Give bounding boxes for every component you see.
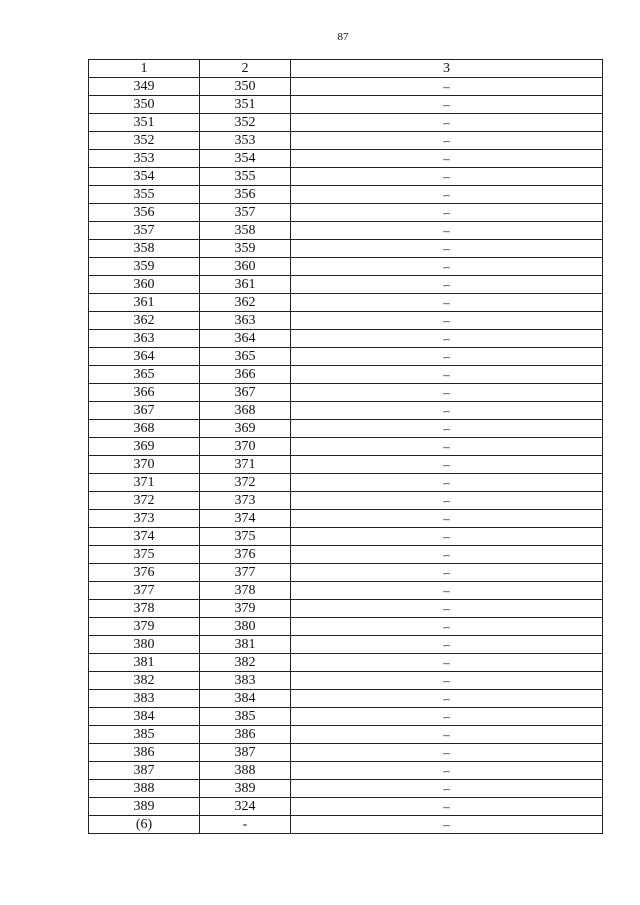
table-cell-col-1: 378 [89, 600, 200, 618]
table-cell-col-1: 361 [89, 294, 200, 312]
table-row [89, 366, 603, 384]
table-cell-col-3: – [291, 222, 603, 240]
table-row [89, 294, 603, 312]
table-cell-col-3: – [291, 780, 603, 798]
table-cell-col-1: 350 [89, 96, 200, 114]
table-cell-col-3: – [291, 798, 603, 816]
table-cell-col-2: 369 [200, 420, 291, 438]
table-cell-col-2: 377 [200, 564, 291, 582]
table-cell-col-3: – [291, 348, 603, 366]
table-cell-col-2: 374 [200, 510, 291, 528]
table-cell-col-3: – [291, 312, 603, 330]
table-cell-col-1: 374 [89, 528, 200, 546]
table-cell-col-2: 354 [200, 150, 291, 168]
table-cell-col-3: – [291, 168, 603, 186]
table-cell-col-2: 371 [200, 456, 291, 474]
table-row [89, 564, 603, 582]
table-cell-col-3: – [291, 294, 603, 312]
table-cell-col-2: 355 [200, 168, 291, 186]
table-cell-col-1: 366 [89, 384, 200, 402]
table-cell-col-3: – [291, 762, 603, 780]
table-cell-col-3: – [291, 564, 603, 582]
table-row [89, 816, 603, 834]
table-cell-col-3: – [291, 582, 603, 600]
table-row [89, 510, 603, 528]
table-cell-col-2: 350 [200, 78, 291, 96]
table-cell-col-1: 364 [89, 348, 200, 366]
table-cell-col-2: 364 [200, 330, 291, 348]
table-cell-col-1: 351 [89, 114, 200, 132]
table-cell-col-1: 388 [89, 780, 200, 798]
table-cell-col-1: 356 [89, 204, 200, 222]
page-number: 87 [337, 31, 349, 43]
column-header-2: 2 [200, 60, 291, 78]
table-row [89, 726, 603, 744]
table-cell-col-1: 357 [89, 222, 200, 240]
table-cell-col-2: 380 [200, 618, 291, 636]
table-cell-col-2: 356 [200, 186, 291, 204]
table-cell-col-3: – [291, 600, 603, 618]
table-row [89, 582, 603, 600]
table-row [89, 636, 603, 654]
table-cell-col-2: 324 [200, 798, 291, 816]
table-cell-col-3: – [291, 744, 603, 762]
table-cell-col-1: 367 [89, 402, 200, 420]
table-cell-col-2: 388 [200, 762, 291, 780]
table-cell-col-1: 369 [89, 438, 200, 456]
table-cell-col-3: – [291, 726, 603, 744]
table-cell-col-3: – [291, 672, 603, 690]
table-cell-col-1: 383 [89, 690, 200, 708]
table-cell-col-3: – [291, 474, 603, 492]
table-cell-col-1: 370 [89, 456, 200, 474]
table-cell-col-3: – [291, 636, 603, 654]
table-row [89, 384, 603, 402]
table-cell-col-3: – [291, 402, 603, 420]
table-cell-col-3: – [291, 528, 603, 546]
table-cell-col-3: – [291, 510, 603, 528]
table-row [89, 96, 603, 114]
table-cell-col-3: – [291, 456, 603, 474]
table-cell-col-3: – [291, 150, 603, 168]
table-cell-col-1: 355 [89, 186, 200, 204]
table-cell-col-2: 375 [200, 528, 291, 546]
table-row [89, 798, 603, 816]
table-row [89, 132, 603, 150]
table-row [89, 330, 603, 348]
table-row [89, 78, 603, 96]
table-cell-col-1: 376 [89, 564, 200, 582]
table-cell-col-2: 365 [200, 348, 291, 366]
table-cell-col-3: – [291, 366, 603, 384]
table-cell-col-2: 363 [200, 312, 291, 330]
table-row [89, 168, 603, 186]
table-cell-col-3: – [291, 384, 603, 402]
table-cell-col-1: 353 [89, 150, 200, 168]
table-row [89, 258, 603, 276]
table-row [89, 186, 603, 204]
table-cell-col-1: 382 [89, 672, 200, 690]
table-cell-col-1: 379 [89, 618, 200, 636]
table-cell-col-2: - [200, 816, 291, 834]
table-row [89, 690, 603, 708]
table-cell-col-3: – [291, 276, 603, 294]
table-cell-col-2: 367 [200, 384, 291, 402]
table-cell-col-3: – [291, 330, 603, 348]
table-cell-col-2: 378 [200, 582, 291, 600]
table-header-row [89, 60, 603, 78]
table-cell-col-1: 358 [89, 240, 200, 258]
table-cell-col-3: – [291, 690, 603, 708]
table-cell-col-1: 354 [89, 168, 200, 186]
table-cell-col-1: 360 [89, 276, 200, 294]
table-cell-col-1: 389 [89, 798, 200, 816]
table-cell-col-3: – [291, 78, 603, 96]
table-row [89, 150, 603, 168]
table-row [89, 312, 603, 330]
table-cell-col-2: 370 [200, 438, 291, 456]
table-row [89, 780, 603, 798]
table-cell-col-3: – [291, 420, 603, 438]
table-cell-col-1: (6) [89, 816, 200, 834]
table-cell-col-1: 380 [89, 636, 200, 654]
table-row [89, 276, 603, 294]
table-cell-col-3: – [291, 132, 603, 150]
table-cell-col-2: 387 [200, 744, 291, 762]
table-cell-col-3: – [291, 186, 603, 204]
table-cell-col-3: – [291, 240, 603, 258]
table-row [89, 528, 603, 546]
table-row [89, 402, 603, 420]
table-cell-col-3: – [291, 438, 603, 456]
table-cell-col-1: 372 [89, 492, 200, 510]
table-cell-col-2: 373 [200, 492, 291, 510]
table-row [89, 600, 603, 618]
table-row [89, 204, 603, 222]
table-cell-col-2: 361 [200, 276, 291, 294]
table-cell-col-2: 368 [200, 402, 291, 420]
table-row [89, 438, 603, 456]
table-row [89, 762, 603, 780]
table-cell-col-1: 387 [89, 762, 200, 780]
table-cell-col-1: 384 [89, 708, 200, 726]
table-cell-col-2: 385 [200, 708, 291, 726]
table-cell-col-2: 358 [200, 222, 291, 240]
table-row [89, 654, 603, 672]
table-cell-col-2: 386 [200, 726, 291, 744]
table-cell-col-2: 360 [200, 258, 291, 276]
table-cell-col-1: 373 [89, 510, 200, 528]
table-cell-col-1: 362 [89, 312, 200, 330]
table-cell-col-1: 371 [89, 474, 200, 492]
table-row [89, 240, 603, 258]
table-row [89, 474, 603, 492]
table-cell-col-1: 365 [89, 366, 200, 384]
table-row [89, 672, 603, 690]
table-cell-col-2: 359 [200, 240, 291, 258]
table-row [89, 114, 603, 132]
table-row [89, 492, 603, 510]
table-cell-col-1: 386 [89, 744, 200, 762]
table-cell-col-1: 359 [89, 258, 200, 276]
table-cell-col-3: – [291, 708, 603, 726]
table-row [89, 222, 603, 240]
table-cell-col-1: 375 [89, 546, 200, 564]
table-row [89, 744, 603, 762]
table-body [89, 78, 603, 834]
table-cell-col-1: 368 [89, 420, 200, 438]
table-cell-col-3: – [291, 258, 603, 276]
table-cell-col-3: – [291, 546, 603, 564]
table-row [89, 708, 603, 726]
table-cell-col-2: 382 [200, 654, 291, 672]
table-cell-col-2: 352 [200, 114, 291, 132]
table-cell-col-3: – [291, 816, 603, 834]
table-cell-col-1: 363 [89, 330, 200, 348]
table-cell-col-2: 376 [200, 546, 291, 564]
table-row [89, 456, 603, 474]
table-cell-col-3: – [291, 654, 603, 672]
table-cell-col-3: – [291, 114, 603, 132]
table-row [89, 420, 603, 438]
table-cell-col-3: – [291, 96, 603, 114]
table-row [89, 348, 603, 366]
data-table [88, 59, 603, 834]
table-row [89, 546, 603, 564]
column-header-1: 1 [89, 60, 200, 78]
table-row [89, 618, 603, 636]
table-cell-col-2: 389 [200, 780, 291, 798]
table-cell-col-1: 381 [89, 654, 200, 672]
table-cell-col-3: – [291, 492, 603, 510]
table-cell-col-3: – [291, 618, 603, 636]
table-cell-col-2: 384 [200, 690, 291, 708]
table-cell-col-2: 372 [200, 474, 291, 492]
table-cell-col-2: 351 [200, 96, 291, 114]
table-cell-col-1: 349 [89, 78, 200, 96]
table-cell-col-3: – [291, 204, 603, 222]
table-cell-col-1: 377 [89, 582, 200, 600]
table-cell-col-1: 352 [89, 132, 200, 150]
column-header-3: 3 [291, 60, 603, 78]
table-cell-col-2: 357 [200, 204, 291, 222]
table-cell-col-2: 353 [200, 132, 291, 150]
table-cell-col-2: 381 [200, 636, 291, 654]
table-cell-col-2: 366 [200, 366, 291, 384]
table-cell-col-1: 385 [89, 726, 200, 744]
table-cell-col-2: 379 [200, 600, 291, 618]
table-cell-col-2: 383 [200, 672, 291, 690]
table-cell-col-2: 362 [200, 294, 291, 312]
